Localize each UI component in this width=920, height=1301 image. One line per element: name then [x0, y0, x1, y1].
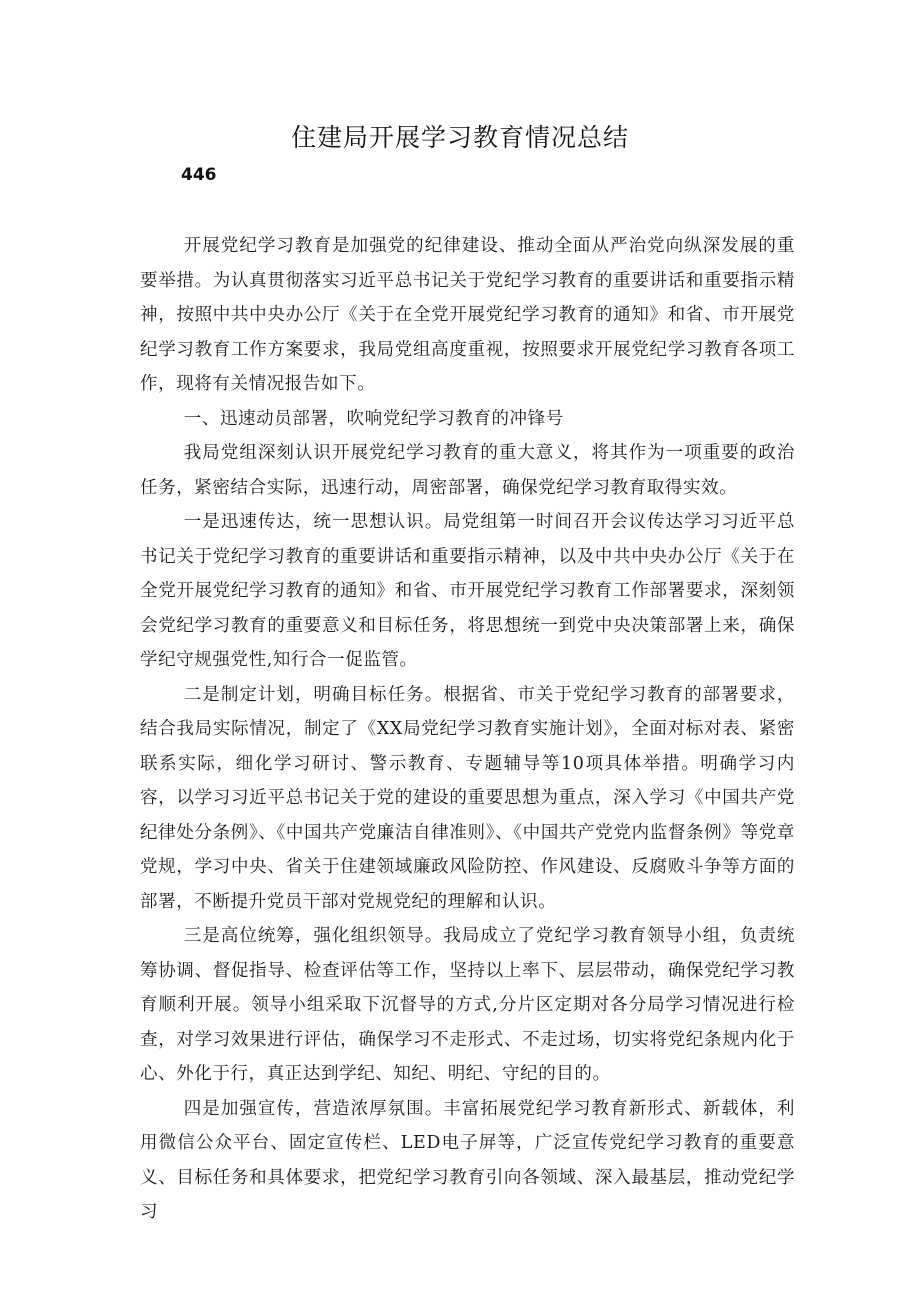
paragraph-section-1-intro: 我局党组深刻认识开展党纪学习教育的重大意义，将其作为一项重要的政治任务，紧密结合实际，迅速行动，周密部署，确保党纪学习教育取得实效。	[140, 443, 795, 498]
paragraph-point-4: 四是加强宣传，营造浓厚氛围。丰富拓展党纪学习教育新形式、新载体，利用微信公众平台、固定宣传栏、LED电子屏等，广泛宣传党纪学习教育的重要意义、目标任务和具体要求，把党纪学习教育引向各领域、深入最基层，推动党纪学习	[140, 1098, 795, 1222]
paragraph-intro: 开展党纪学习教育是加强党的纪律建设、推动全面从严治党向纵深发展的重要举措。为认真贯彻落实习近平总书记关于党纪学习教育的重要讲话和重要指示精神，按照中共中央办公厅《关于在全党开展党纪学习教育的通知》和省、市开展党纪学习教育工作方案要求，我局党组高度重视，按照要求开展党纪学习教育各项工作，现将有关情况报告如下。	[140, 236, 795, 394]
document-number: 446	[181, 165, 217, 185]
document-body	[140, 229, 795, 1230]
paragraph-point-1: 一是迅速传达，统一思想认识。局党组第一时间召开会议传达学习习近平总书记关于党纪学习教育的重要讲话和重要指示精神，以及中共中央办公厅《关于在全党开展党纪学习教育的通知》和省、市开展党纪学习教育工作部署要求，深刻领会党纪学习教育的重要意义和目标任务，将思想统一到党中央决策部署上来，确保学纪守规强党性,知行合一促监管。	[140, 512, 795, 670]
paragraph-point-2: 二是制定计划，明确目标任务。根据省、市关于党纪学习教育的部署要求，结合我局实际情况，制定了《XX局党纪学习教育实施计划》，全面对标对表、紧密联系实际，细化学习研讨、警示教育、专题辅导等10项具体举措。明确学习内容，以学习习近平总书记关于党的建设的重要思想为重点，深入学习《中国共产党纪律处分条例》、《中国共产党廉洁自律准则》、《中国共产党党内监督条例》等党章党规，学习中央、省关于住建领域廉政风险防控、作风建设、反腐败斗争等方面的部署，不断提升党员干部对党规党纪的理解和认识。	[140, 684, 795, 912]
paragraph-point-3: 三是高位统筹，强化组织领导。我局成立了党纪学习教育领导小组，负责统筹协调、督促指导、检查评估等工作，坚持以上率下、层层带动，确保党纪学习教育顺利开展。领导小组采取下沉督导的方式,分片区定期对各分局学习情况进行检查，对学习效果进行评估，确保学习不走形式、不走过场，切实将党纪条规内化于心、外化于行，真正达到学纪、知纪、明纪、守纪的目的。	[140, 926, 795, 1084]
section-heading-1: 一、迅速动员部署，吹响党纪学习教育的冲锋号	[183, 408, 564, 429]
document-title: 住建局开展学习教育情况总结	[290, 123, 629, 152]
